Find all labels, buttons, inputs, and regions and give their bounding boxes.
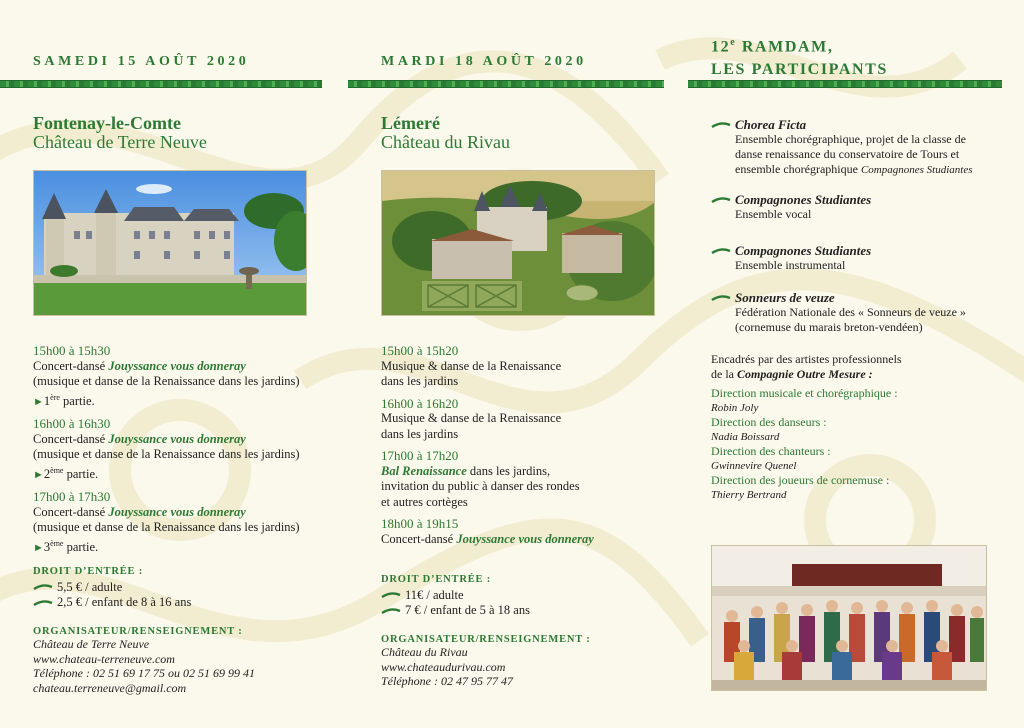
framed-line-1: Encadrés par des artistes professionnels [711,352,902,366]
price-adult: 11€ / adulte [381,588,666,604]
participant-compagnones-vocal: Compagnones Studiantes Ensemble vocal [711,192,991,222]
credit-name: Robin Joly [711,401,759,414]
venue-name: Château du Rivau [381,132,510,152]
organizer-heading: ORGANISATEUR/RENSEIGNEMENT : [33,626,243,637]
photo-participants-group [711,545,987,691]
arrow-icon: ► [33,395,44,408]
schedule-col2 [381,343,666,547]
slot1-desc-2: dans les jardins [381,374,459,388]
slot2-part: ►2ème partie. [33,465,99,481]
contact-website: www.chateau-terreneuve.com [33,651,175,666]
contact-venue: Château du Rivau [381,645,468,659]
participant-compagnones-instrumental: Compagnones Studiantes Ensemble instrumental [711,243,991,273]
entry-col2 [381,572,666,619]
slot1-desc: (musique et danse de la Renaissance dans les jardins) [33,374,300,388]
venue-name: Château de Terre Neuve [33,132,207,152]
contact-venue: Château de Terre Neuve [33,637,150,651]
slot3-desc: (musique et danse de la Renaissance dans les jardins) [33,520,300,535]
slot4-time: 18h00 à 19h15 [381,516,459,531]
credit-role: Direction des joueurs de cornemuse : [711,473,890,487]
credit-name: Gwinnevire Quenel [711,459,797,472]
slot2-desc-2: dans les jardins [381,426,459,441]
swoosh-icon [711,197,731,203]
organizer-heading: ORGANISATEUR/RENSEIGNEMENT : [381,634,591,645]
price-child: 7 € / enfant de 5 à 18 ans [381,603,666,619]
slot1-time: 15h00 à 15h30 [33,343,111,358]
slot2-time: 16h00 à 16h20 [381,395,459,411]
swoosh-icon [381,608,401,614]
slot1-desc-1: Musique & danse de la Renaissance [381,358,562,373]
venue-heading-lemere [381,114,510,152]
contact-email: chateau.terreneuve@gmail.com [33,680,187,695]
slot2-desc: (musique et danse de la Renaissance dans les jardins) [33,447,300,462]
swoosh-icon [711,122,731,128]
price-adult: 5,5 € / adulte [33,580,323,596]
town-name: Lémeré [381,113,440,133]
swoosh-icon [33,600,53,606]
slot4-desc: Concert-dansé Jouyssance vous donneray [381,531,594,546]
photo-chateau-du-rivau [381,170,655,316]
entry-heading: DROIT D’ENTRÉE : [381,574,492,585]
date-heading-tuesday: MARDI 18 AOÛT 2020 [381,54,587,69]
price-child: 2,5 € / enfant de 8 à 16 ans [33,595,323,611]
green-band-2 [348,80,664,88]
slot1-time: 15h00 à 15h20 [381,343,459,358]
schedule-col1 [33,343,323,556]
slot3-time: 17h00 à 17h20 [381,448,459,463]
swoosh-icon [711,295,731,301]
organizer-col2 [381,634,666,689]
contact-phone: Téléphone : 02 51 69 17 75 ou 02 51 69 99 41 [33,666,255,680]
date-heading-saturday: SAMEDI 15 AOÛT 2020 [33,54,250,69]
swoosh-icon [33,584,53,590]
credit-role: Direction musicale et chorégraphique : [711,386,898,400]
slot2-time: 16h00 à 16h30 [33,416,111,432]
credits-block [711,386,991,502]
entry-col1 [33,564,323,611]
slot3-desc-1: Bal Renaissance dans les jardins, [381,463,551,478]
slot3-time: 17h00 à 17h30 [33,489,111,505]
arrow-icon: ► [33,468,44,481]
slot2-title-line: Concert-dansé Jouyssance vous donneray [33,431,246,446]
slot2-desc-1: Musique & danse de la Renaissance [381,411,562,425]
contact-phone: Téléphone : 02 47 95 77 47 [381,674,513,688]
photo-chateau-terre-neuve [33,170,307,316]
participants-heading: 12e RAMDAM, LES PARTICIPANTS [711,37,888,79]
slot3-desc-2: invitation du public à danser des rondes [381,479,580,493]
credit-role: Direction des danseurs : [711,415,827,429]
slot1-part: ►1ère partie. [33,392,95,408]
participant-chorea-ficta: Chorea Ficta Ensemble chorégraphique, projet de la classe de danse renaissance du conservatoire de Tours et ensemble chorégraphique Compagnones Studiantes [711,117,991,178]
slot1-title-line: Concert-dansé Jouyssance vous donneray [33,358,246,373]
framed-line-2: de la Compagnie Outre Mesure : [711,367,873,381]
slot3-title-line: Concert-dansé Jouyssance vous donneray [33,504,246,519]
venue-heading-fontenay [33,114,207,152]
swoosh-icon [381,592,401,598]
framed-by-block [711,352,991,382]
credit-name: Thierry Bertrand [711,488,787,501]
swoosh-icon [711,248,731,254]
organizer-col1 [33,626,323,695]
entry-heading: DROIT D’ENTRÉE : [33,566,144,577]
credit-role: Direction des chanteurs : [711,444,831,458]
slot3-desc-3: et autres cortèges [381,494,468,509]
contact-website: www.chateaudurivau.com [381,659,506,674]
credit-name: Nadia Boissard [711,430,780,443]
slot3-part: ►3ème partie. [33,538,99,554]
town-name: Fontenay-le-Comte [33,113,181,133]
green-band-1 [0,80,322,88]
arrow-icon: ► [33,541,44,554]
participant-sonneurs-de-veuze: Sonneurs de veuze Fédération Nationale des « Sonneurs de veuze » (cornemuse du marais breton-vendéen) [711,290,991,335]
